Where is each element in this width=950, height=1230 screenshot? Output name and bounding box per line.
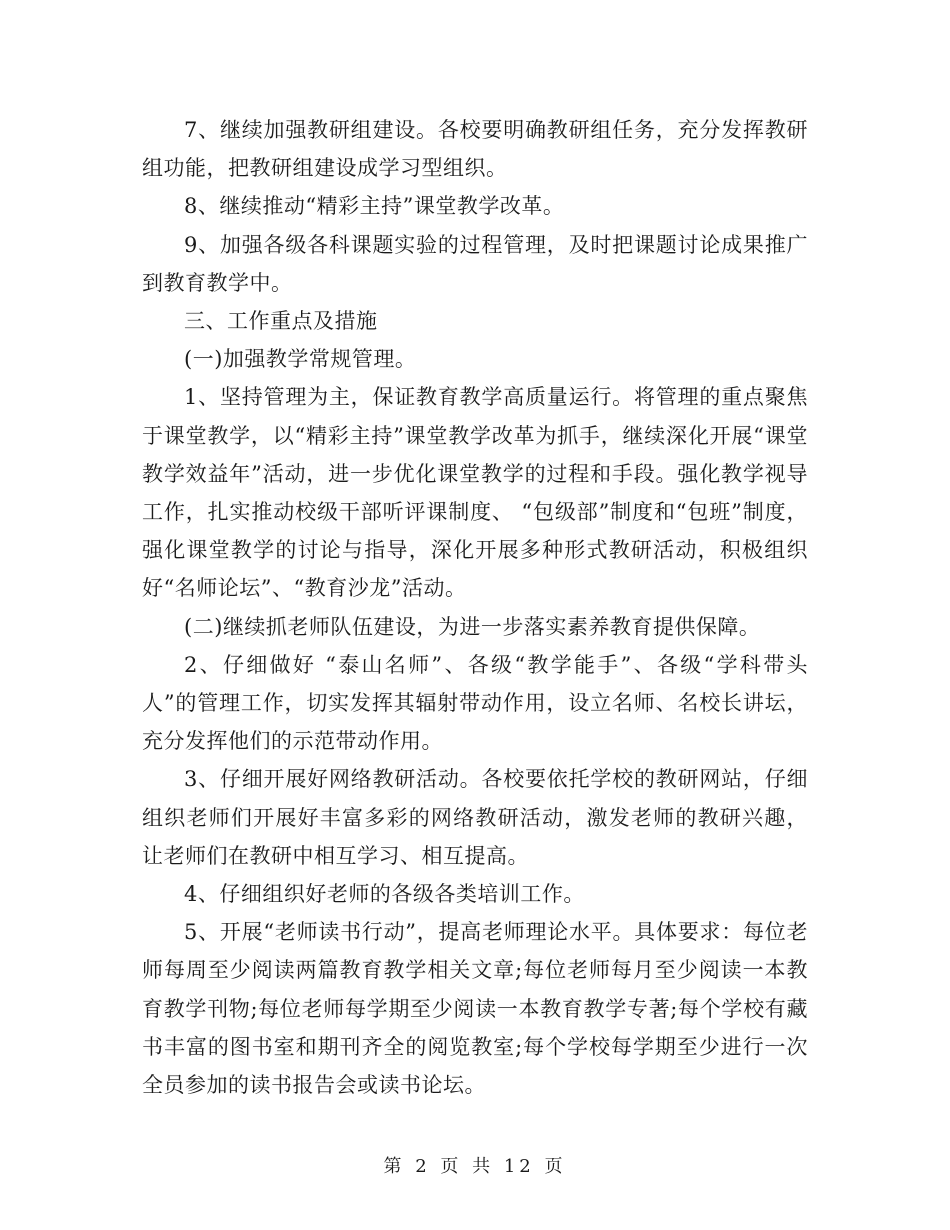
paragraph-item-2: 2、仔细做好 “泰山名师”、各级“教学能手”、各级“学科带头人”的管理工作，切实发挥其辐射带动作用，设立名师、名校长讲坛，充分发挥他们的示范带动作用。 bbox=[142, 652, 808, 754]
paragraph-item-4: 4、仔细组织好老师的各级各类培训工作。 bbox=[184, 882, 585, 907]
paragraph-item-7: 7、继续加强教研组建设。各校要明确教研组任务，充分发挥教研组功能，把教研组建设成学习型组织。 bbox=[142, 118, 808, 181]
subsection-heading-2: (二)继续抓老师队伍建设，为进一步落实素养教育提供保障。 bbox=[184, 614, 761, 639]
subsection-heading-1: (一)加强教学常规管理。 bbox=[184, 347, 417, 372]
paragraph-item-3: 3、仔细开展好网络教研活动。各校要依托学校的教研网站，仔细组织老师们开展好丰富多彩的网络教研活动，激发老师的教研兴趣，让老师们在教研中相互学习、相互提高。 bbox=[142, 767, 808, 868]
document-body bbox=[142, 111, 808, 1104]
section-heading-3: 三、工作重点及措施 bbox=[184, 309, 378, 334]
paragraph-item-1: 1、坚持管理为主，保证教育教学高质量运行。将管理的重点聚焦于课堂教学，以“精彩主持”课堂教学改革为抓手，继续深化开展“课堂教学效益年”活动，进一步优化课堂教学的过程和手段。强化教学视导工作，扎实推动校级干部听评课制度、 “包级部”制度和“包班”制度，强化课堂教学的讨论与指导，深化开展多种形式教研活动，积极组织好“名师论坛”、“教育沙龙”活动。 bbox=[142, 385, 808, 601]
paragraph-item-9: 9、加强各级各科课题实验的过程管理，及时把课题讨论成果推广到教育教学中。 bbox=[142, 232, 808, 295]
page-number-footer: 第 2 页 共 12 页 bbox=[383, 1156, 567, 1177]
paragraph-item-8: 8、继续推动“精彩主持”课堂教学改革。 bbox=[184, 194, 565, 219]
paragraph-item-5: 5、开展“老师读书行动”，提高老师理论水平。具体要求：每位老师每周至少阅读两篇教育教学相关文章;每位老师每月至少阅读一本教育教学刊物;每位老师每学期至少阅读一本教育教学专著;每个学校有藏书丰富的图书室和期刊齐全的阅览教室;每个学校每学期至少进行一次全员参加的读书报告会或读书论坛。 bbox=[142, 920, 808, 1098]
